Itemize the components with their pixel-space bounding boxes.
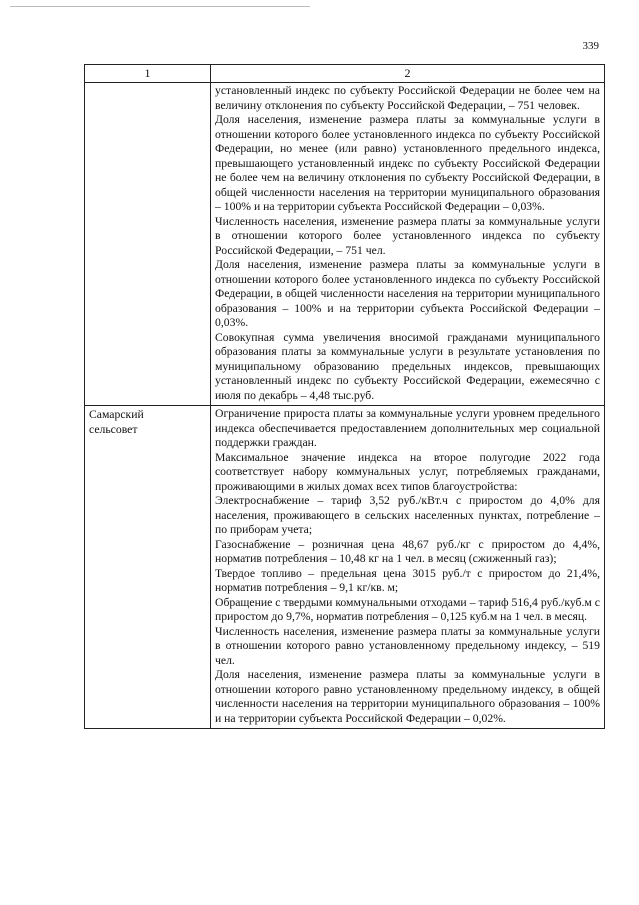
- paragraph: Доля населения, изменение размера платы за коммунальные услуги в отношении которого равно установленному предельному индексу, в общей численности населения на территории муниципального образования – 100% и на территории субъекта Российской Федерации – 0,02%.: [215, 668, 600, 725]
- row-label-line: сельсовет: [89, 422, 138, 436]
- table-row: [85, 83, 605, 406]
- paragraph: Совокупная сумма увеличения вносимой гражданами муниципального образования платы за коммунальные услуги в результате установления по муниципальному образованию предельных индексов, превышающих установленный индекс по субъекту Российской Федерации, ежемесячно с июля по декабрь – 4,48 тыс.руб.: [215, 330, 600, 402]
- paragraph: установленный индекс по субъекту Российской Федерации не более чем на величину отклонения по субъекту Российской Федерации, – 751 человек.: [215, 84, 600, 112]
- row-content: [211, 83, 605, 406]
- document-table: [84, 64, 605, 729]
- table-header-row: [85, 65, 605, 83]
- header-col-1: 1: [85, 65, 211, 83]
- paragraph: Численность населения, изменение размера платы за коммунальные услуги в отношении которого равно установленному предельному индексу, – 519 чел.: [215, 624, 600, 667]
- paragraph: Доля населения, изменение размера платы за коммунальные услуги в отношении которого более установленного индекса по субъекту Российской Федерации, но менее (или равно) установленного предельного индекса, превышающего установленный индекс по субъекту Российской Федерации не более чем на величину отклонения по субъекту Российской Федерации, в общей численности населения на территории муниципального образования – 100% и на территории субъекта Российской Федерации – 0,03%.: [215, 113, 600, 213]
- paragraph: Газоснабжение – розничная цена 48,67 руб./кг с приростом до 4,4%, норматив потребления – 10,48 кг на 1 чел. в месяц (сжиженный газ);: [215, 537, 600, 565]
- header-col-2: 2: [211, 65, 605, 83]
- page-number: 339: [582, 40, 599, 52]
- row-label-line: Самарский: [89, 408, 144, 421]
- row-label: [85, 83, 211, 406]
- paragraph: Максимальное значение индекса на второе полугодие 2022 года соответствует набору коммунальных услуг, потребляемых гражданами, проживающими в жилых домах всех типов благоустройства:: [215, 450, 600, 493]
- paragraph: Твердое топливо – предельная цена 3015 руб./т с приростом до 21,4%, норматив потребления – 9,1 кг/кв. м;: [215, 566, 600, 594]
- paragraph: Электроснабжение – тариф 3,52 руб./кВт.ч с приростом до 4,0% для населения, проживающего в сельских населенных пунктах, потребление – по приборам учета;: [215, 494, 600, 536]
- row-content: [211, 406, 605, 729]
- table-row: [85, 406, 605, 729]
- row-label: [85, 406, 211, 729]
- paragraph: Обращение с твердыми коммунальными отходами – тариф 516,4 руб./куб.м с приростом до 9,7%, норматив потребления – 0,125 куб.м на 1 чел. в месяц.: [215, 595, 600, 623]
- top-rule: [10, 6, 310, 7]
- paragraph: Доля населения, изменение размера платы за коммунальные услуги в отношении которого более установленного индекса по субъекту Российской Федерации, в общей численности населения на территории муниципального образования – 100% и на территории субъекта Российской Федерации – 0,03%.: [215, 258, 600, 329]
- paragraph: Ограничение прироста платы за коммунальные услуги уровнем предельного индекса обеспечивается предоставлением дополнительных мер социальной поддержки граждан.: [215, 407, 600, 449]
- paragraph: Численность населения, изменение размера платы за коммунальные услуги в отношении которого более установленного индекса по субъекту Российской Федерации, – 751 чел.: [215, 214, 600, 257]
